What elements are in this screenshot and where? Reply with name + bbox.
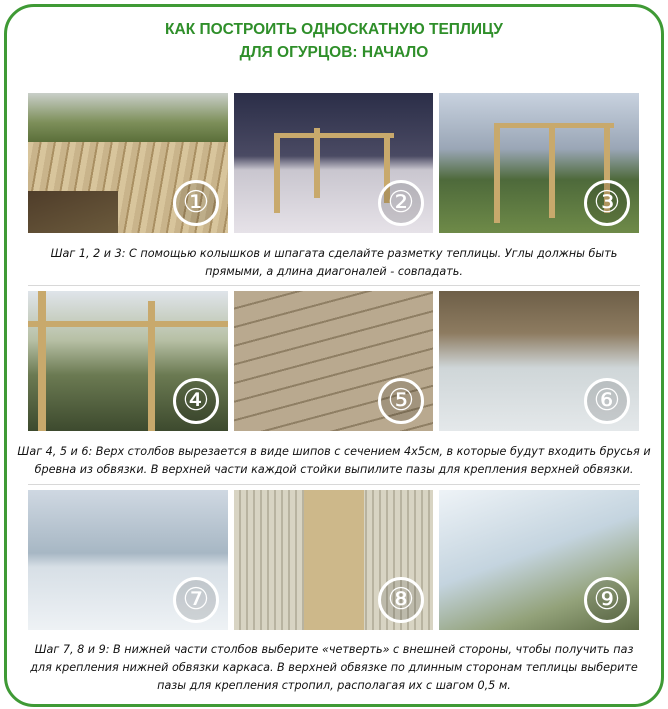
step-number-8: ⑧ xyxy=(378,577,424,623)
photo-step-2 xyxy=(234,93,433,233)
caption-2-line-2: бревна из обвязки. В верхней части каждой стойки выпилите пазы для крепления верхней обвязки. xyxy=(34,463,634,476)
step-number-7: ⑦ xyxy=(173,577,219,623)
photo-step-3 xyxy=(439,93,639,233)
caption-3-line-1: Шаг 7, 8 и 9: В нижней части столбов выберите «четверть» с внешней стороны, чтобы получить паз xyxy=(34,643,634,656)
step-number-4: ④ xyxy=(173,378,219,424)
caption-3-line-2: для крепления нижней обвязки каркаса. В верхней обвязке по длинным сторонам теплицы выберите xyxy=(30,661,638,674)
step-number-6: ⑥ xyxy=(584,378,630,424)
caption-1-line-1: Шаг 1, 2 и 3: С помощью колышков и шпагата сделайте разметку теплицы. Углы должны быть xyxy=(50,247,618,260)
step-number-1: ① xyxy=(173,180,219,226)
photo-step-8 xyxy=(234,490,433,630)
photo-step-7 xyxy=(28,490,228,630)
title-line-1: КАК ПОСТРОИТЬ ОДНОСКАТНУЮ ТЕПЛИЦУ xyxy=(165,21,503,38)
photo-step-4 xyxy=(28,291,228,431)
caption-steps-4-6 xyxy=(14,443,654,479)
photo-step-9 xyxy=(439,490,639,630)
caption-steps-7-9 xyxy=(14,641,654,695)
step-number-3: ③ xyxy=(584,180,630,226)
photo-step-5 xyxy=(234,291,433,431)
divider xyxy=(28,484,640,485)
step-number-9: ⑨ xyxy=(584,577,630,623)
page-title xyxy=(0,18,668,64)
caption-1-line-2: прямыми, а длина диагоналей - совпадать. xyxy=(205,265,463,278)
photo-step-6 xyxy=(439,291,639,431)
title-line-2: ДЛЯ ОГУРЦОВ: НАЧАЛО xyxy=(239,44,429,61)
caption-steps-1-3 xyxy=(14,245,654,281)
caption-3-line-3: пазы для крепления стропил, располагая их с шагом 0,5 м. xyxy=(157,679,511,692)
step-number-5: ⑤ xyxy=(378,378,424,424)
step-number-2: ② xyxy=(378,180,424,226)
caption-2-line-1: Шаг 4, 5 и 6: Верх столбов вырезается в виде шипов с сечением 4х5см, в которые будут входить брусья и xyxy=(17,445,651,458)
photo-step-1 xyxy=(28,93,228,233)
divider xyxy=(28,285,640,286)
